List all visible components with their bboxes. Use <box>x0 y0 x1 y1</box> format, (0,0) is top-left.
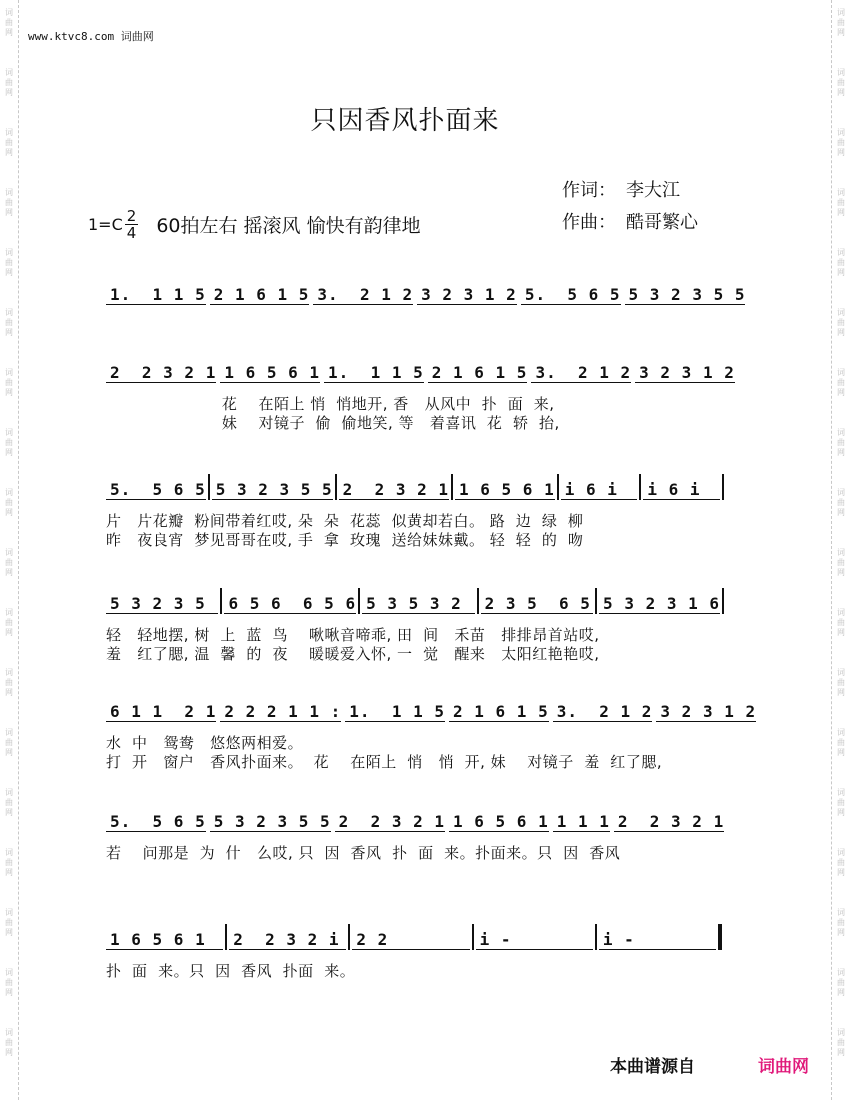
watermark-glyph: 网 <box>5 628 13 637</box>
measure: 3 2 3 1 2 <box>417 283 517 305</box>
watermark-glyph: 曲 <box>837 978 845 987</box>
watermark-glyph: 曲 <box>837 498 845 507</box>
watermark-glyph: 网 <box>837 1048 845 1057</box>
watermark-glyph: 曲 <box>837 798 845 807</box>
watermark-tile <box>0 300 18 360</box>
measure: 5. 5 6 5 <box>106 478 206 500</box>
watermark-tile <box>0 900 18 960</box>
watermark-glyph: 词 <box>837 188 845 197</box>
watermark-glyph: 网 <box>837 148 845 157</box>
song-title: 只因香风扑面来 <box>310 106 500 136</box>
watermark-glyph: 词 <box>837 8 845 17</box>
watermark-glyph: 网 <box>837 628 845 637</box>
watermark-glyph: 网 <box>5 748 13 757</box>
watermark-glyph: 曲 <box>837 198 845 207</box>
staff-system <box>106 700 757 722</box>
watermark-glyph: 网 <box>5 88 13 97</box>
measure: 3. 2 1 2 <box>531 361 631 383</box>
watermark-glyph: 词 <box>837 1028 845 1037</box>
watermark-glyph: 词 <box>837 788 845 797</box>
watermark-tile <box>0 180 18 240</box>
watermark-glyph: 词 <box>5 968 13 977</box>
watermark-glyph: 网 <box>837 748 845 757</box>
final-barline <box>718 924 722 950</box>
watermark-glyph: 曲 <box>837 318 845 327</box>
tempo-marking: 60拍左右 摇滚风 愉快有韵律地 <box>156 215 421 237</box>
watermark-glyph: 网 <box>837 268 845 277</box>
lyric-line: 打 开 窗户 香风扑面来。 花 在陌上 悄 悄 开, 妹 对镜子 羞 红了腮, <box>106 753 663 771</box>
time-signature <box>125 208 139 241</box>
measure: 5. 5 6 5 <box>106 810 206 832</box>
watermark-glyph: 曲 <box>5 978 13 987</box>
watermark-glyph: 曲 <box>837 858 845 867</box>
barline <box>208 474 210 500</box>
watermark-glyph: 词 <box>837 68 845 77</box>
watermark-glyph: 曲 <box>837 618 845 627</box>
left-watermark-strip <box>0 0 19 1100</box>
watermark-glyph: 网 <box>837 388 845 397</box>
watermark-glyph: 曲 <box>837 678 845 687</box>
watermark-tile <box>832 360 850 420</box>
source-brand-link[interactable]: 词曲网 <box>758 1057 809 1077</box>
watermark-tile <box>0 240 18 300</box>
watermark-tile <box>0 660 18 720</box>
watermark-glyph: 曲 <box>5 858 13 867</box>
watermark-tile <box>832 600 850 660</box>
watermark-glyph: 词 <box>5 248 13 257</box>
lyric-line: 轻 轻地摆, 树 上 蓝 鸟 啾啾音啼乖, 田 间 禾苗 排排昂首站哎, <box>106 626 600 644</box>
lyric-line: 水 中 鸳鸯 悠悠两相爱。 <box>106 734 304 752</box>
barline <box>595 924 597 950</box>
watermark-glyph: 词 <box>5 1028 13 1037</box>
watermark-glyph: 曲 <box>837 438 845 447</box>
watermark-glyph: 曲 <box>5 438 13 447</box>
site-url: www.ktvc8.com 词曲网 <box>28 30 154 43</box>
staff-system <box>106 928 726 950</box>
barline <box>220 588 222 614</box>
measure: 2 1 6 1 5 <box>449 700 549 722</box>
watermark-tile <box>832 300 850 360</box>
watermark-glyph: 词 <box>837 968 845 977</box>
watermark-glyph: 曲 <box>5 78 13 87</box>
watermark-glyph: 网 <box>837 208 845 217</box>
watermark-glyph: 曲 <box>837 258 845 267</box>
measure: 2 1 6 1 5 <box>210 283 310 305</box>
watermark-glyph: 网 <box>837 808 845 817</box>
lyricist-label: 作词： <box>562 180 616 201</box>
time-signature-top: 2 <box>126 207 137 225</box>
staff-system <box>106 361 735 383</box>
watermark-tile <box>0 720 18 780</box>
watermark-glyph: 网 <box>837 928 845 937</box>
watermark-tile <box>0 840 18 900</box>
staff-system <box>106 592 726 614</box>
composer-label: 作曲： <box>562 212 616 233</box>
watermark-glyph: 曲 <box>5 558 13 567</box>
watermark-glyph: 曲 <box>5 918 13 927</box>
watermark-glyph: 词 <box>837 308 845 317</box>
watermark-glyph: 曲 <box>5 138 13 147</box>
watermark-glyph: 网 <box>5 988 13 997</box>
watermark-glyph: 词 <box>5 368 13 377</box>
watermark-glyph: 网 <box>837 88 845 97</box>
watermark-glyph: 词 <box>5 128 13 137</box>
watermark-glyph: 曲 <box>837 18 845 27</box>
watermark-glyph: 网 <box>5 928 13 937</box>
watermark-glyph: 词 <box>5 8 13 17</box>
measure: 1. 1 1 5 <box>324 361 424 383</box>
barline <box>722 474 724 500</box>
measure: i - <box>599 928 716 950</box>
watermark-tile <box>0 360 18 420</box>
measure: 5 3 5 3 2 <box>362 592 474 614</box>
measure: 6 5 6 6 5 6 <box>224 592 356 614</box>
barline <box>348 924 350 950</box>
watermark-glyph: 网 <box>5 28 13 37</box>
watermark-glyph: 词 <box>5 188 13 197</box>
measure: 2 2 3 2 i <box>229 928 346 950</box>
watermark-glyph: 曲 <box>5 198 13 207</box>
staff-system <box>106 283 746 305</box>
watermark-tile <box>832 180 850 240</box>
watermark-glyph: 网 <box>5 808 13 817</box>
watermark-tile <box>0 1020 18 1080</box>
lyric-line: 花 在陌上 悄 悄地开, 香 从风中 扑 面 来, <box>106 395 555 413</box>
watermark-tile <box>0 960 18 1020</box>
measure: 2 1 6 1 5 <box>428 361 528 383</box>
watermark-glyph: 曲 <box>5 1038 13 1047</box>
watermark-glyph: 网 <box>837 988 845 997</box>
watermark-glyph: 网 <box>5 388 13 397</box>
watermark-glyph: 网 <box>5 508 13 517</box>
measure: i - <box>476 928 593 950</box>
watermark-glyph: 曲 <box>5 798 13 807</box>
watermark-glyph: 词 <box>837 488 845 497</box>
lyric-line: 片 片花瓣 粉间带着红哎, 朵 朵 花蕊 似黄却若白。 路 边 绿 柳 <box>106 512 584 530</box>
measure: 2 3 5 6 5 <box>481 592 593 614</box>
watermark-glyph: 曲 <box>837 738 845 747</box>
watermark-glyph: 曲 <box>5 678 13 687</box>
watermark-glyph: 网 <box>5 148 13 157</box>
key-label: 1=C <box>88 215 123 234</box>
lyric-line: 扑 面 来。只 因 香风 扑面 来。 <box>106 962 356 980</box>
measure: 2 2 <box>352 928 469 950</box>
watermark-glyph: 网 <box>5 448 13 457</box>
watermark-tile <box>832 660 850 720</box>
watermark-tile <box>0 780 18 840</box>
watermark-glyph: 网 <box>5 1048 13 1057</box>
measure: 1 1 1 <box>553 810 610 832</box>
barline <box>335 474 337 500</box>
watermark-glyph: 曲 <box>5 258 13 267</box>
watermark-tile <box>0 480 18 540</box>
lyric-line: 妹 对镜子 偷 偷地笑, 等 着喜讯 花 轿 抬, <box>106 414 560 432</box>
right-watermark-strip <box>831 0 850 1100</box>
measure: 1 6 5 6 1 <box>220 361 320 383</box>
watermark-tile <box>832 0 850 60</box>
composer-name: 酷哥繁心 <box>626 212 698 233</box>
watermark-glyph: 网 <box>837 508 845 517</box>
watermark-tile <box>832 960 850 1020</box>
watermark-glyph: 网 <box>5 208 13 217</box>
measure: 3 2 3 1 2 <box>656 700 756 722</box>
measure: 5 3 2 3 5 5 <box>210 810 331 832</box>
watermark-glyph: 词 <box>837 128 845 137</box>
barline <box>472 924 474 950</box>
watermark-tile <box>832 840 850 900</box>
lyric-line: 昨 夜良宵 梦见哥哥在哎, 手 拿 玫瑰 送给妹妹戴。 轻 轻 的 吻 <box>106 531 584 549</box>
watermark-glyph: 曲 <box>5 738 13 747</box>
watermark-glyph: 曲 <box>837 1038 845 1047</box>
watermark-tile <box>832 420 850 480</box>
lyricist-credit <box>562 176 680 202</box>
watermark-tile <box>832 900 850 960</box>
measure: 1 6 5 6 1 <box>449 810 549 832</box>
watermark-tile <box>832 1020 850 1080</box>
watermark-glyph: 网 <box>837 328 845 337</box>
watermark-glyph: 网 <box>837 568 845 577</box>
lyricist-name: 李大江 <box>626 180 680 201</box>
barline <box>722 588 724 614</box>
watermark-glyph: 网 <box>837 688 845 697</box>
watermark-glyph: 词 <box>5 908 13 917</box>
watermark-tile <box>832 60 850 120</box>
watermark-glyph: 词 <box>5 728 13 737</box>
watermark-glyph: 曲 <box>837 138 845 147</box>
watermark-glyph: 网 <box>5 328 13 337</box>
watermark-glyph: 曲 <box>5 378 13 387</box>
measure: 3 2 3 1 2 <box>635 361 735 383</box>
watermark-tile <box>832 780 850 840</box>
measure: 1. 1 1 5 <box>345 700 445 722</box>
key-signature <box>88 208 421 241</box>
measure: 2 2 3 2 1 <box>335 810 445 832</box>
watermark-glyph: 网 <box>837 868 845 877</box>
source-text: 本曲谱源自 <box>610 1057 695 1077</box>
measure: 1. 1 1 5 <box>106 283 206 305</box>
watermark-glyph: 词 <box>837 368 845 377</box>
barline <box>557 474 559 500</box>
watermark-glyph: 网 <box>5 568 13 577</box>
watermark-glyph: 网 <box>5 688 13 697</box>
watermark-tile <box>832 540 850 600</box>
watermark-glyph: 词 <box>837 548 845 557</box>
barline <box>451 474 453 500</box>
measure: 1 6 5 6 1 <box>455 478 555 500</box>
watermark-tile <box>0 600 18 660</box>
watermark-glyph: 网 <box>5 868 13 877</box>
watermark-glyph: 曲 <box>5 318 13 327</box>
staff-system <box>106 478 726 500</box>
composer-credit <box>562 208 698 234</box>
barline <box>639 474 641 500</box>
watermark-tile <box>832 240 850 300</box>
watermark-glyph: 词 <box>837 608 845 617</box>
watermark-glyph: 词 <box>837 248 845 257</box>
watermark-glyph: 曲 <box>837 78 845 87</box>
watermark-glyph: 词 <box>5 788 13 797</box>
measure: 3. 2 1 2 <box>313 283 413 305</box>
watermark-glyph: 曲 <box>837 558 845 567</box>
measure: 2 2 3 2 1 <box>339 478 449 500</box>
watermark-glyph: 曲 <box>837 378 845 387</box>
staff-system <box>106 810 726 832</box>
barline <box>358 588 360 614</box>
watermark-glyph: 词 <box>5 668 13 677</box>
watermark-tile <box>832 120 850 180</box>
measure: i 6 i <box>643 478 720 500</box>
watermark-glyph: 词 <box>5 68 13 77</box>
watermark-glyph: 曲 <box>5 498 13 507</box>
measure: 5 3 2 3 5 <box>106 592 218 614</box>
measure: 6 1 1 2 1 <box>106 700 216 722</box>
watermark-glyph: 曲 <box>5 18 13 27</box>
watermark-tile <box>0 0 18 60</box>
watermark-glyph: 词 <box>837 908 845 917</box>
watermark-glyph: 网 <box>5 268 13 277</box>
measure: 5 3 2 3 1 6 <box>599 592 720 614</box>
measure: i 6 i <box>561 478 638 500</box>
watermark-glyph: 词 <box>837 848 845 857</box>
time-signature-bottom: 4 <box>126 224 137 242</box>
watermark-glyph: 词 <box>5 548 13 557</box>
measure: 2 2 2 1 1 : <box>220 700 341 722</box>
measure: 5. 5 6 5 <box>521 283 621 305</box>
watermark-glyph: 词 <box>5 428 13 437</box>
watermark-glyph: 词 <box>837 668 845 677</box>
watermark-glyph: 网 <box>837 448 845 457</box>
watermark-tile <box>0 420 18 480</box>
measure: 2 2 3 2 1 <box>614 810 724 832</box>
watermark-tile <box>832 480 850 540</box>
lyric-line: 若 问那是 为 什 么哎, 只 因 香风 扑 面 来。扑面来。只 因 香风 <box>106 844 621 862</box>
watermark-glyph: 网 <box>837 28 845 37</box>
watermark-glyph: 词 <box>837 428 845 437</box>
watermark-tile <box>0 540 18 600</box>
measure: 5 3 2 3 5 5 <box>625 283 746 305</box>
watermark-glyph: 词 <box>5 488 13 497</box>
watermark-glyph: 词 <box>5 848 13 857</box>
barline <box>477 588 479 614</box>
watermark-glyph: 词 <box>837 728 845 737</box>
lyric-line: 羞 红了腮, 温 馨 的 夜 暖暖爱入怀, 一 觉 醒来 太阳红艳艳哎, <box>106 645 600 663</box>
watermark-glyph: 词 <box>5 608 13 617</box>
measure: 2 2 3 2 1 <box>106 361 216 383</box>
measure: 1 6 5 6 1 <box>106 928 223 950</box>
watermark-glyph: 词 <box>5 308 13 317</box>
measure: 5 3 2 3 5 5 <box>212 478 333 500</box>
measure: 3. 2 1 2 <box>553 700 653 722</box>
watermark-glyph: 曲 <box>5 618 13 627</box>
watermark-tile <box>832 720 850 780</box>
barline <box>595 588 597 614</box>
barline <box>225 924 227 950</box>
watermark-glyph: 曲 <box>837 918 845 927</box>
